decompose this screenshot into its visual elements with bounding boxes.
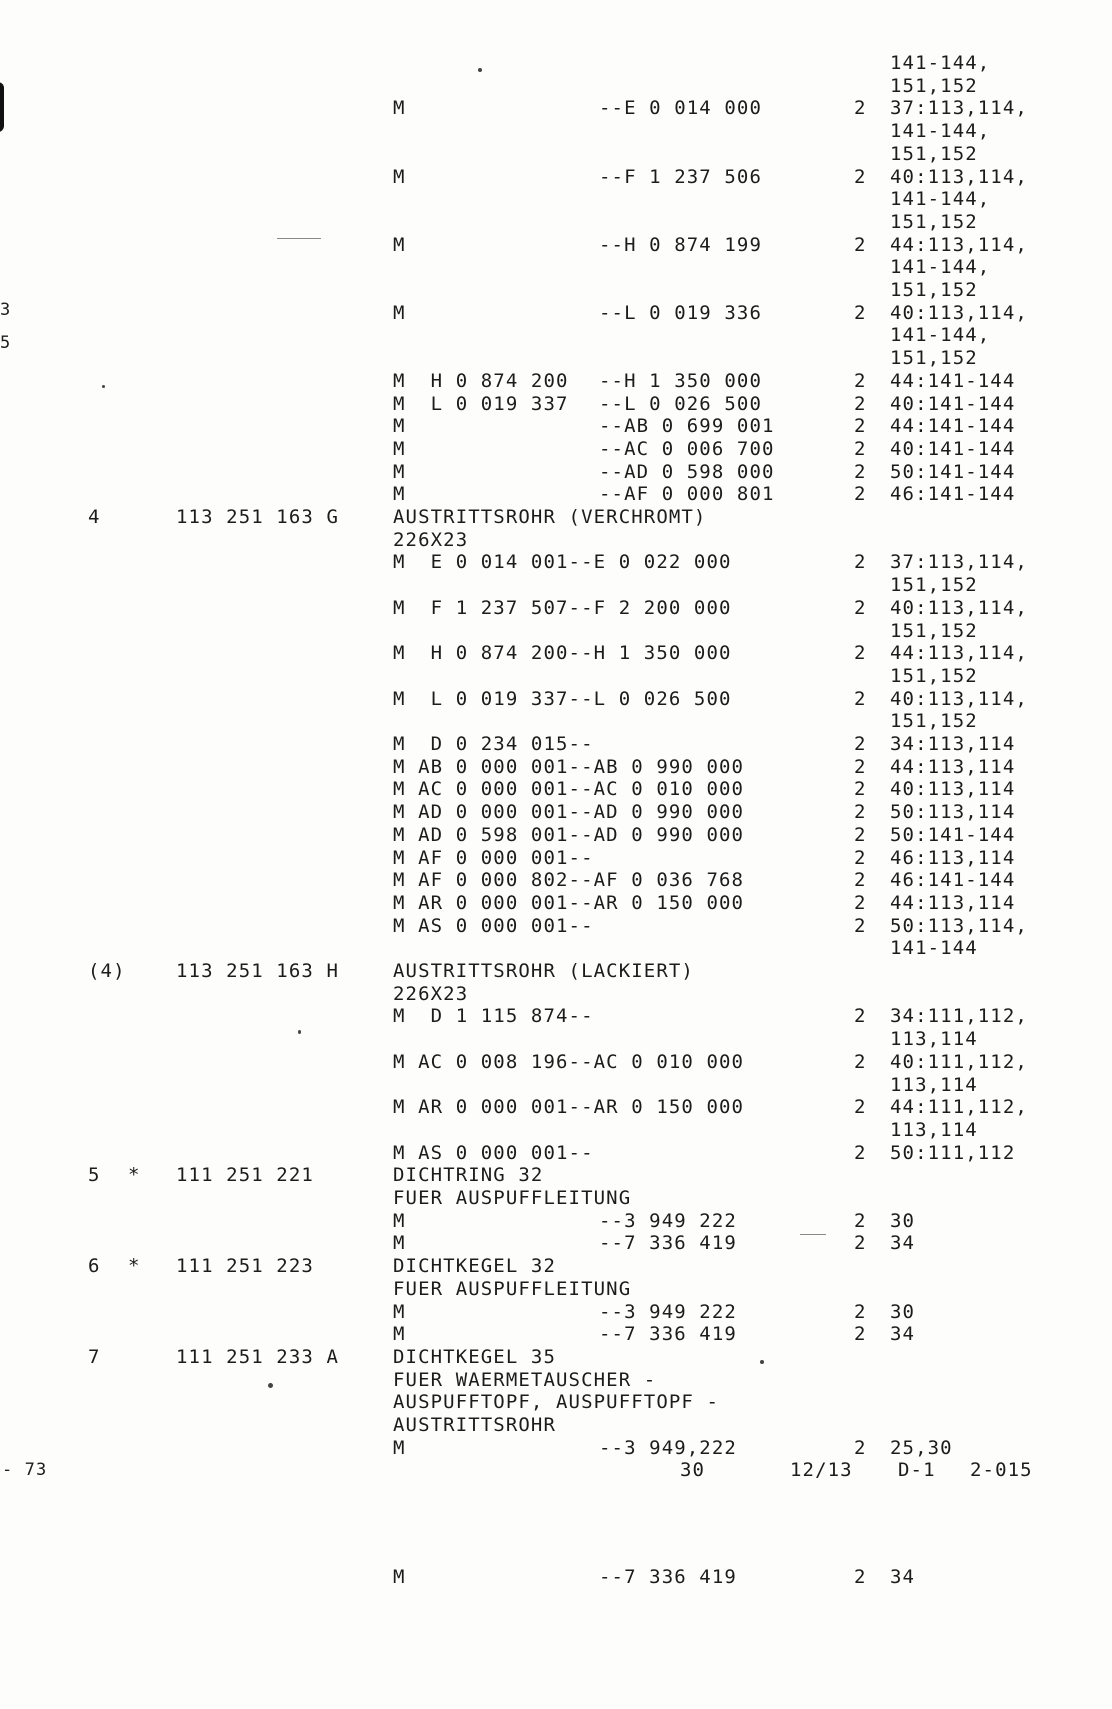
row-qty: 2	[854, 1436, 867, 1459]
row-qty: 2	[854, 869, 867, 892]
ref-continuation-row	[0, 74, 1112, 98]
row-prefix: M	[393, 301, 406, 324]
row-qty: 2	[854, 778, 867, 801]
row-prefix: M	[393, 1323, 406, 1346]
row-qty: 2	[854, 1300, 867, 1323]
row-qty: 2	[854, 233, 867, 256]
row-prefix: M L 0 019 337	[393, 392, 569, 415]
row-range: --H 1 350 000	[599, 369, 763, 392]
part-number: 111 251 233 A	[176, 1345, 340, 1368]
item-position: (4)	[88, 960, 126, 982]
row-prefix: M AR 0 000 001--AR 0 150 000	[393, 891, 745, 914]
row-ref: 25,30	[890, 1436, 953, 1459]
row-qty: 2	[854, 801, 867, 824]
row-range: --7 336 419	[599, 1232, 737, 1255]
row-prefix: M H 0 874 200--H 1 350 000	[393, 642, 732, 665]
application-row	[0, 482, 1112, 506]
footer-code2: 2-015	[970, 1459, 1033, 1481]
application-row	[0, 891, 1112, 915]
row-ref: 151,152	[890, 279, 978, 301]
row-ref: 113,114	[890, 1073, 978, 1096]
row-qty: 2	[854, 165, 867, 188]
row-prefix: M AD 0 000 001--AD 0 990 000	[393, 801, 745, 824]
row-ref: 141-144	[890, 937, 978, 960]
row-qty: 2	[854, 97, 867, 120]
item-position: 5	[88, 1164, 101, 1187]
row-range: --7 336 419	[599, 1566, 737, 1588]
row-prefix: M	[393, 1566, 406, 1588]
row-range: --AD 0 598 000	[599, 460, 775, 483]
item-marker: *	[128, 1164, 141, 1187]
margin-fragment: 3	[0, 300, 12, 320]
row-prefix: M AF 0 000 001--	[393, 846, 594, 869]
ref-continuation-row	[0, 664, 1112, 688]
speck	[760, 1360, 764, 1364]
row-ref: 151,152	[890, 347, 978, 370]
row-ref: 40:113,114,	[890, 301, 1028, 324]
footer-page: 30	[680, 1459, 706, 1481]
row-prefix: M L 0 019 337--L 0 026 500	[393, 687, 732, 710]
part-row	[0, 1163, 1112, 1187]
description-row	[0, 1186, 1112, 1210]
part-description: AUSTRITTSROHR	[393, 1414, 557, 1436]
ref-continuation-row	[0, 119, 1112, 143]
footer-left: - 73	[2, 1460, 48, 1480]
ref-continuation-row	[0, 1073, 1112, 1097]
row-range: --E 0 014 000	[599, 97, 763, 120]
row-prefix: M	[393, 1232, 406, 1255]
item-marker: *	[128, 1255, 141, 1278]
row-ref: 44:113,114,	[890, 233, 1028, 256]
ref-continuation-row	[0, 1027, 1112, 1051]
row-prefix: M	[393, 97, 406, 120]
application-row	[0, 1004, 1112, 1028]
application-row	[0, 1322, 1112, 1346]
row-ref: 40:113,114,	[890, 596, 1028, 619]
row-range: --L 0 019 336	[599, 301, 763, 324]
row-ref: 44:111,112,	[890, 1096, 1028, 1119]
row-prefix: M	[393, 437, 406, 460]
row-ref: 40:111,112,	[890, 1050, 1028, 1073]
row-prefix: M	[393, 460, 406, 483]
part-description: DICHTKEGEL 35	[393, 1345, 557, 1368]
ref-continuation-row	[0, 323, 1112, 347]
ref-continuation-row	[0, 210, 1112, 234]
row-ref: 151,152	[890, 142, 978, 165]
row-range: --7 336 419	[599, 1323, 737, 1346]
row-qty: 2	[854, 823, 867, 846]
row-prefix: M AB 0 000 001--AB 0 990 000	[393, 755, 745, 778]
row-qty: 2	[854, 1005, 867, 1028]
row-range: --AC 0 006 700	[599, 437, 775, 460]
row-qty: 2	[854, 415, 867, 438]
application-row	[0, 437, 1112, 461]
row-ref: 50:113,114	[890, 801, 1016, 824]
row-ref: 151,152	[890, 664, 978, 687]
item-position: 4	[88, 506, 101, 528]
row-ref: 37:113,114,	[890, 97, 1028, 120]
row-ref: 34:111,112,	[890, 1005, 1028, 1028]
row-prefix: M D 0 234 015--	[393, 733, 594, 755]
row-qty: 2	[854, 733, 867, 755]
row-range: --L 0 026 500	[599, 392, 763, 415]
row-qty: 2	[854, 1096, 867, 1119]
row-ref: 141-144,	[890, 324, 991, 347]
row-ref: 46:113,114	[890, 846, 1016, 869]
row-ref: 50:111,112	[890, 1141, 1016, 1164]
row-range: --3 949 222	[599, 1209, 737, 1232]
part-description: FUER WAERMETAUSCHER -	[393, 1368, 657, 1391]
row-qty: 2	[854, 437, 867, 460]
application-row	[0, 1050, 1112, 1074]
row-ref: 50:141-144	[890, 460, 1016, 483]
application-row	[0, 233, 1112, 257]
row-qty: 2	[854, 1232, 867, 1255]
application-row	[0, 1209, 1112, 1233]
row-range: --H 0 874 199	[599, 233, 763, 256]
application-row	[0, 460, 1112, 484]
row-qty: 2	[854, 1209, 867, 1232]
row-prefix: M AF 0 000 802--AF 0 036 768	[393, 869, 745, 892]
scratch	[277, 238, 321, 239]
ref-continuation-row	[0, 709, 1112, 733]
part-number: 111 251 223	[176, 1255, 314, 1278]
row-prefix: M D 1 115 874--	[393, 1005, 594, 1028]
row-prefix: M	[393, 233, 406, 256]
row-prefix: M AS 0 000 001--	[393, 1141, 594, 1164]
row-ref: 34	[890, 1323, 916, 1346]
description-row	[0, 1413, 1112, 1437]
row-ref: 46:141-144	[890, 869, 1016, 892]
application-row	[0, 732, 1112, 756]
ref-continuation-row	[0, 278, 1112, 302]
part-description: AUSTRITTSROHR (VERCHROMT)	[393, 506, 707, 528]
description-row	[0, 528, 1112, 552]
application-row	[0, 914, 1112, 938]
row-prefix: M AD 0 598 001--AD 0 990 000	[393, 823, 745, 846]
row-range: --AB 0 699 001	[599, 415, 775, 438]
row-prefix: M F 1 237 507--F 2 200 000	[393, 596, 732, 619]
row-prefix: M	[393, 1436, 406, 1459]
row-ref: 40:141-144	[890, 437, 1016, 460]
row-range: --3 949,222	[599, 1436, 737, 1459]
application-row	[0, 1231, 1112, 1255]
ref-continuation-row	[0, 346, 1112, 370]
row-ref: 30	[890, 1209, 916, 1232]
description-row	[0, 1277, 1112, 1301]
margin-fragment: 5	[0, 333, 12, 353]
application-row	[0, 301, 1112, 325]
row-ref: 40:113,114,	[890, 687, 1028, 710]
row-prefix: M	[393, 415, 406, 438]
part-description: FUER AUSPUFFLEITUNG	[393, 1187, 632, 1209]
description-row	[0, 1390, 1112, 1414]
row-prefix: M AC 0 000 001--AC 0 010 000	[393, 778, 745, 801]
row-prefix: M AC 0 008 196--AC 0 010 000	[393, 1050, 745, 1073]
row-ref: 37:113,114,	[890, 551, 1028, 574]
description-row	[0, 1368, 1112, 1392]
scratch	[800, 1234, 826, 1235]
application-row	[0, 868, 1112, 892]
ref-continuation-row	[0, 142, 1112, 166]
row-qty: 2	[854, 596, 867, 619]
row-qty: 2	[854, 642, 867, 665]
row-prefix: M E 0 014 001--E 0 022 000	[393, 551, 732, 574]
row-ref: 141-144,	[890, 256, 991, 279]
application-row	[0, 800, 1112, 824]
row-qty: 2	[854, 483, 867, 506]
application-row	[0, 165, 1112, 189]
row-ref: 34	[890, 1566, 916, 1588]
row-range: --F 1 237 506	[599, 165, 763, 188]
row-ref: 113,114	[890, 1118, 978, 1141]
application-row	[0, 687, 1112, 711]
application-row	[0, 641, 1112, 665]
row-ref: 141-144,	[890, 52, 991, 74]
row-qty: 2	[854, 551, 867, 574]
application-row	[0, 1141, 1112, 1165]
row-ref: 34	[890, 1232, 916, 1255]
row-ref: 141-144,	[890, 120, 991, 143]
footer-code1: D-1	[898, 1459, 936, 1481]
row-qty: 2	[854, 301, 867, 324]
row-ref: 151,152	[890, 210, 978, 233]
row-qty: 2	[854, 914, 867, 937]
row-qty: 2	[854, 891, 867, 914]
part-description: AUSTRITTSROHR (LACKIERT)	[393, 960, 694, 982]
speck	[478, 68, 482, 72]
row-qty: 2	[854, 1050, 867, 1073]
row-prefix: M	[393, 1209, 406, 1232]
row-qty: 2	[854, 369, 867, 392]
row-qty: 2	[854, 1141, 867, 1164]
row-ref: 50:113,114,	[890, 914, 1028, 937]
speck	[268, 1383, 273, 1388]
part-description: 226X23	[393, 528, 469, 551]
row-ref: 151,152	[890, 74, 978, 97]
overflow-row	[0, 1565, 1112, 1589]
ref-continuation-row	[0, 255, 1112, 279]
row-qty: 2	[854, 846, 867, 869]
row-qty: 2	[854, 755, 867, 778]
part-description: DICHTRING 32	[393, 1164, 544, 1187]
speck	[102, 385, 105, 388]
row-ref: 40:113,114	[890, 778, 1016, 801]
row-ref: 44:113,114,	[890, 642, 1028, 665]
application-row	[0, 846, 1112, 870]
row-prefix: M H 0 874 200	[393, 369, 569, 392]
application-row	[0, 755, 1112, 779]
ref-continuation-row	[0, 187, 1112, 211]
part-row	[0, 1345, 1112, 1369]
application-row	[0, 550, 1112, 574]
item-position: 6	[88, 1255, 101, 1278]
row-ref: 44:141-144	[890, 369, 1016, 392]
application-row	[0, 823, 1112, 847]
row-qty: 2	[854, 460, 867, 483]
ref-continuation-row	[0, 573, 1112, 597]
row-qty: 2	[854, 687, 867, 710]
row-ref: 44:113,114	[890, 891, 1016, 914]
application-row	[0, 392, 1112, 416]
row-ref: 141-144,	[890, 188, 991, 211]
row-prefix: M	[393, 1300, 406, 1323]
row-ref: 40:113,114,	[890, 165, 1028, 188]
row-prefix: M AR 0 000 001--AR 0 150 000	[393, 1096, 745, 1119]
application-row	[0, 1300, 1112, 1324]
row-qty: 2	[854, 1566, 867, 1588]
row-ref: 34:113,114	[890, 733, 1016, 755]
speck	[298, 1030, 301, 1034]
row-qty: 2	[854, 392, 867, 415]
row-range: --AF 0 000 801	[599, 483, 775, 506]
row-ref: 151,152	[890, 619, 978, 642]
application-row	[0, 1095, 1112, 1119]
row-prefix: M AS 0 000 001--	[393, 914, 594, 937]
part-row	[0, 505, 1112, 529]
ref-continuation-row	[0, 51, 1112, 75]
ref-continuation-row	[0, 619, 1112, 643]
row-ref: 40:141-144	[890, 392, 1016, 415]
row-prefix: M	[393, 165, 406, 188]
ref-continuation-row	[0, 1118, 1112, 1142]
row-ref: 113,114	[890, 1028, 978, 1051]
part-number: 113 251 163 G	[176, 506, 340, 528]
row-ref: 50:141-144	[890, 823, 1016, 846]
row-ref: 44:141-144	[890, 415, 1016, 438]
item-position: 7	[88, 1345, 101, 1368]
application-row	[0, 414, 1112, 438]
page-footer	[0, 1458, 1112, 1482]
part-row	[0, 1254, 1112, 1278]
footer-date: 12/13	[790, 1459, 853, 1481]
part-number: 113 251 163 H	[176, 960, 340, 982]
part-description: FUER AUSPUFFLEITUNG	[393, 1277, 632, 1300]
part-row	[0, 959, 1112, 983]
row-ref: 151,152	[890, 574, 978, 597]
description-row	[0, 982, 1112, 1006]
application-row	[0, 96, 1112, 120]
row-ref: 30	[890, 1300, 916, 1323]
part-number: 111 251 221	[176, 1164, 314, 1187]
row-ref: 46:141-144	[890, 483, 1016, 506]
application-row	[0, 596, 1112, 620]
application-row	[0, 777, 1112, 801]
row-range: --3 949 222	[599, 1300, 737, 1323]
part-description: AUSPUFFTOPF, AUSPUFFTOPF -	[393, 1391, 720, 1414]
row-ref: 151,152	[890, 710, 978, 733]
part-description: 226X23	[393, 982, 469, 1005]
part-description: DICHTKEGEL 32	[393, 1255, 557, 1278]
application-row	[0, 1436, 1112, 1460]
ref-continuation-row	[0, 936, 1112, 960]
row-ref: 44:113,114	[890, 755, 1016, 778]
row-qty: 2	[854, 1323, 867, 1346]
application-row	[0, 369, 1112, 393]
row-prefix: M	[393, 483, 406, 506]
